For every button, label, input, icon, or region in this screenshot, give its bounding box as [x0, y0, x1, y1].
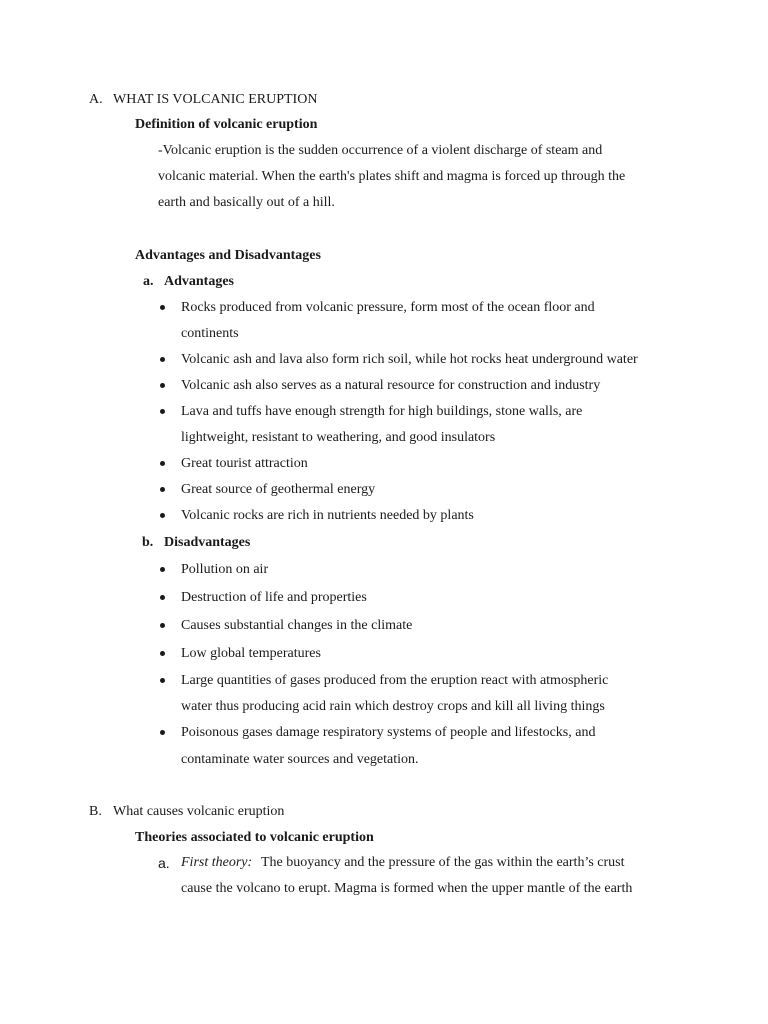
definition-heading: Definition of volcanic eruption	[135, 117, 318, 132]
bullet-icon	[160, 651, 165, 656]
bullet-icon	[160, 357, 165, 362]
advantage-item: Volcanic ash also serves as a natural resource for construction and industry	[181, 378, 601, 393]
disadvantage-item: Large quantities of gases produced from the eruption react with atmospheric	[181, 673, 609, 688]
first-theory-text: The buoyancy and the pressure of the gas within the earth’s crust	[261, 855, 625, 870]
theories-heading: Theories associated to volcanic eruption	[135, 830, 374, 845]
advantage-item-continuation: continents	[181, 326, 239, 341]
adv-disadv-heading: Advantages and Disadvantages	[135, 248, 321, 263]
disadvantage-item: Poisonous gases damage respiratory systems of people and lifestocks, and	[181, 725, 596, 740]
section-a-marker: A.	[89, 92, 103, 107]
advantages-label: Advantages	[164, 274, 235, 289]
advantages-marker: a.	[143, 274, 154, 289]
bullet-icon	[160, 513, 165, 518]
disadvantage-item-continuation: contaminate water sources and vegetation.	[181, 752, 419, 767]
first-theory-text-continuation: cause the volcano to erupt. Magma is formed when the upper mantle of the earth	[181, 881, 633, 896]
advantage-item: Volcanic rocks are rich in nutrients needed by plants	[181, 508, 474, 523]
definition-line-2: volcanic material. When the earth's plates shift and magma is forced up through the	[158, 169, 626, 184]
disadvantage-item: Destruction of life and properties	[181, 590, 367, 605]
disadvantage-item: Pollution on air	[181, 562, 269, 577]
section-a-title: WHAT IS VOLCANIC ERUPTION	[113, 92, 318, 107]
advantage-item: Volcanic ash and lava also form rich soil, while hot rocks heat underground water	[181, 352, 638, 367]
bullet-icon	[160, 305, 165, 310]
first-theory-label: First theory:	[181, 855, 253, 870]
disadvantage-item-continuation: water thus producing acid rain which destroy crops and kill all living things	[181, 699, 605, 714]
advantage-item: Great source of geothermal energy	[181, 482, 376, 497]
disadvantage-item: Causes substantial changes in the climate	[181, 618, 413, 633]
definition-line-3: earth and basically out of a hill.	[158, 195, 335, 210]
first-theory-marker: a.	[158, 855, 170, 871]
bullet-icon	[160, 623, 165, 628]
disadvantage-item: Low global temperatures	[181, 646, 321, 661]
bullet-icon	[160, 409, 165, 414]
bullet-icon	[160, 383, 165, 388]
section-b-marker: B.	[89, 804, 102, 819]
disadvantages-label: Disadvantages	[164, 535, 251, 550]
section-b-title: What causes volcanic eruption	[113, 804, 285, 819]
bullet-icon	[160, 567, 165, 572]
bullet-icon	[160, 730, 165, 735]
advantage-item: Rocks produced from volcanic pressure, form most of the ocean floor and	[181, 300, 595, 315]
advantage-item: Great tourist attraction	[181, 456, 308, 471]
advantage-item: Lava and tuffs have enough strength for high buildings, stone walls, are	[181, 404, 583, 419]
disadvantages-marker: b.	[142, 535, 154, 550]
bullet-icon	[160, 461, 165, 466]
definition-line-1: -Volcanic eruption is the sudden occurrence of a violent discharge of steam and	[158, 143, 603, 158]
bullet-icon	[160, 678, 165, 683]
bullet-icon	[160, 487, 165, 492]
bullet-icon	[160, 595, 165, 600]
advantage-item-continuation: lightweight, resistant to weathering, and good insulators	[181, 430, 496, 445]
